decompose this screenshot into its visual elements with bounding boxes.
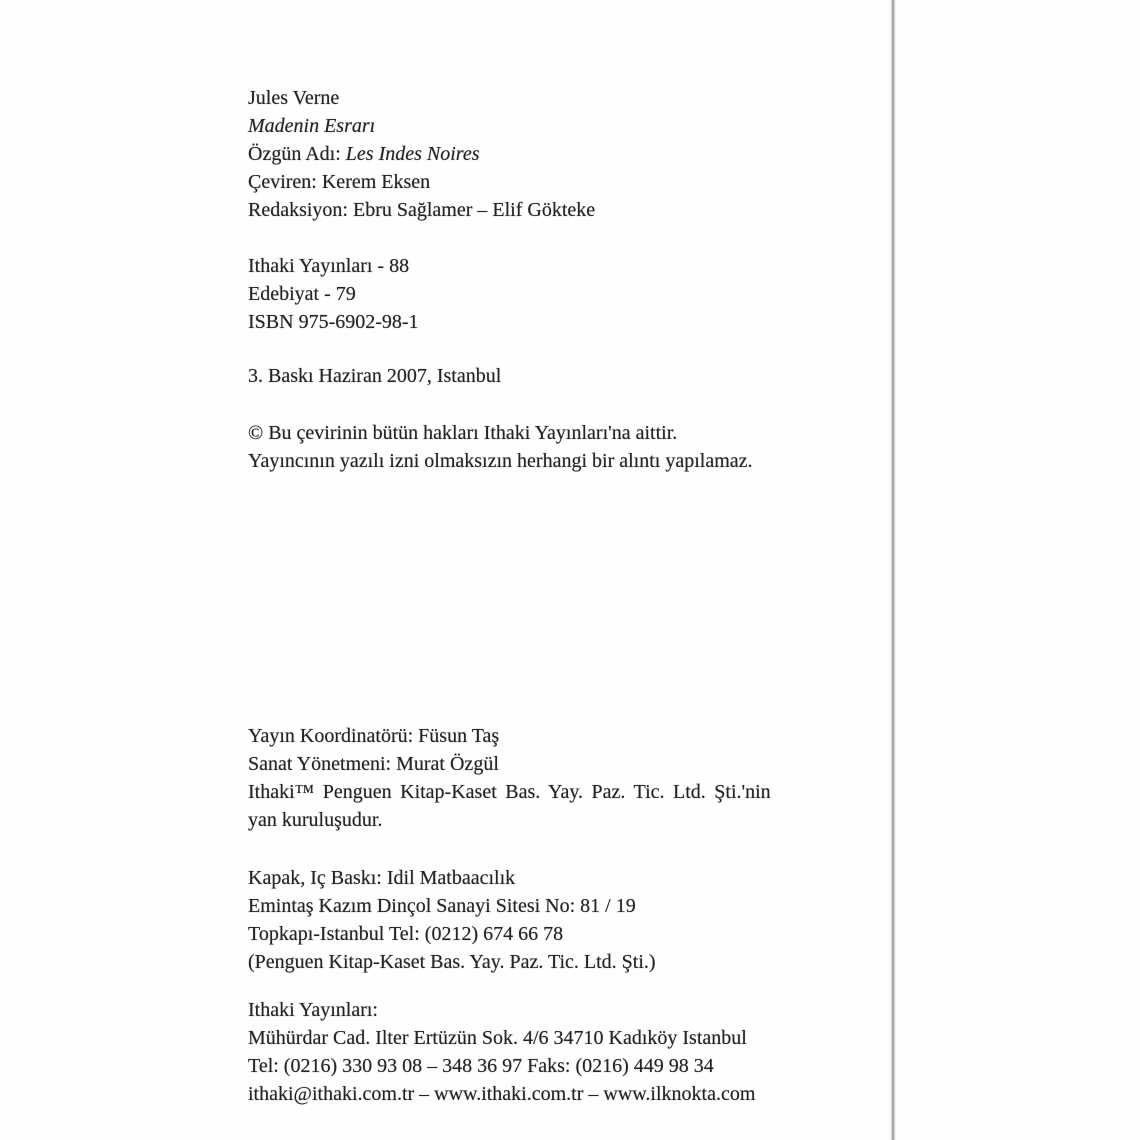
printer-line-1: Kapak, Iç Baskı: Idil Matbaacılık: [248, 867, 516, 889]
edition-block: [248, 362, 501, 390]
copyright-line-1: © Bu çevirinin bütün hakları Ithaki Yayınları'na aittir.: [248, 422, 678, 444]
original-title-line: [248, 140, 595, 168]
contact-line-1: Ithaki Yayınları:: [248, 999, 378, 1021]
printer-line-3: Topkapı-Istanbul Tel: (0212) 674 66 78: [248, 923, 564, 945]
author-line: Jules Verne: [248, 87, 340, 109]
title-block: [248, 84, 595, 224]
original-title-label: Özgün Adı:: [248, 143, 346, 165]
book-title-line: Madenin Esrarı: [248, 115, 376, 137]
company-line-2: yan kuruluşudur.: [248, 809, 383, 831]
coordinator-line: Yayın Koordinatörü: Füsun Taş: [248, 725, 500, 747]
contact-block: [248, 996, 755, 1108]
copyright-block: [248, 419, 753, 475]
printer-line-4: (Penguen Kitap-Kaset Bas. Yay. Paz. Tic. Ltd. Şti.): [248, 951, 656, 973]
contact-line-3: Tel: (0216) 330 93 08 – 348 36 97 Faks: (0216) 449 98 34: [248, 1055, 714, 1077]
edition-line: 3. Baskı Haziran 2007, Istanbul: [248, 365, 502, 387]
printer-line-2: Emintaş Kazım Dinçol Sanayi Sitesi No: 81 / 19: [248, 895, 636, 917]
company-line-1: Ithaki™ Penguen Kitap-Kaset Bas. Yay. Paz. Tic. Ltd. Şti.'nin: [248, 781, 771, 803]
page-edge-scan-line: [890, 0, 896, 1140]
contact-line-2: Mühürdar Cad. Ilter Ertüzün Sok. 4/6 34710 Kadıköy Istanbul: [248, 1027, 747, 1049]
art-director-line: Sanat Yönetmeni: Murat Özgül: [248, 753, 499, 775]
copyright-line-2: Yayıncının yazılı izni olmaksızın herhangi bir alıntı yapılamaz.: [248, 450, 753, 472]
printer-block: [248, 864, 656, 976]
literature-series-line: Edebiyat - 79: [248, 283, 356, 305]
series-block: [248, 252, 419, 336]
publisher-series-line: Ithaki Yayınları - 88: [248, 255, 410, 277]
translator-line: Çeviren: Kerem Eksen: [248, 171, 431, 193]
original-title-value: Les Indes Noires: [345, 143, 480, 165]
editing-line: Redaksiyon: Ebru Sağlamer – Elif Gökteke: [248, 199, 596, 221]
staff-block: [248, 722, 771, 834]
contact-line-4: ithaki@ithaki.com.tr – www.ithaki.com.tr – www.ilknokta.com: [248, 1083, 756, 1105]
isbn-line: ISBN 975-6902-98-1: [248, 311, 419, 333]
